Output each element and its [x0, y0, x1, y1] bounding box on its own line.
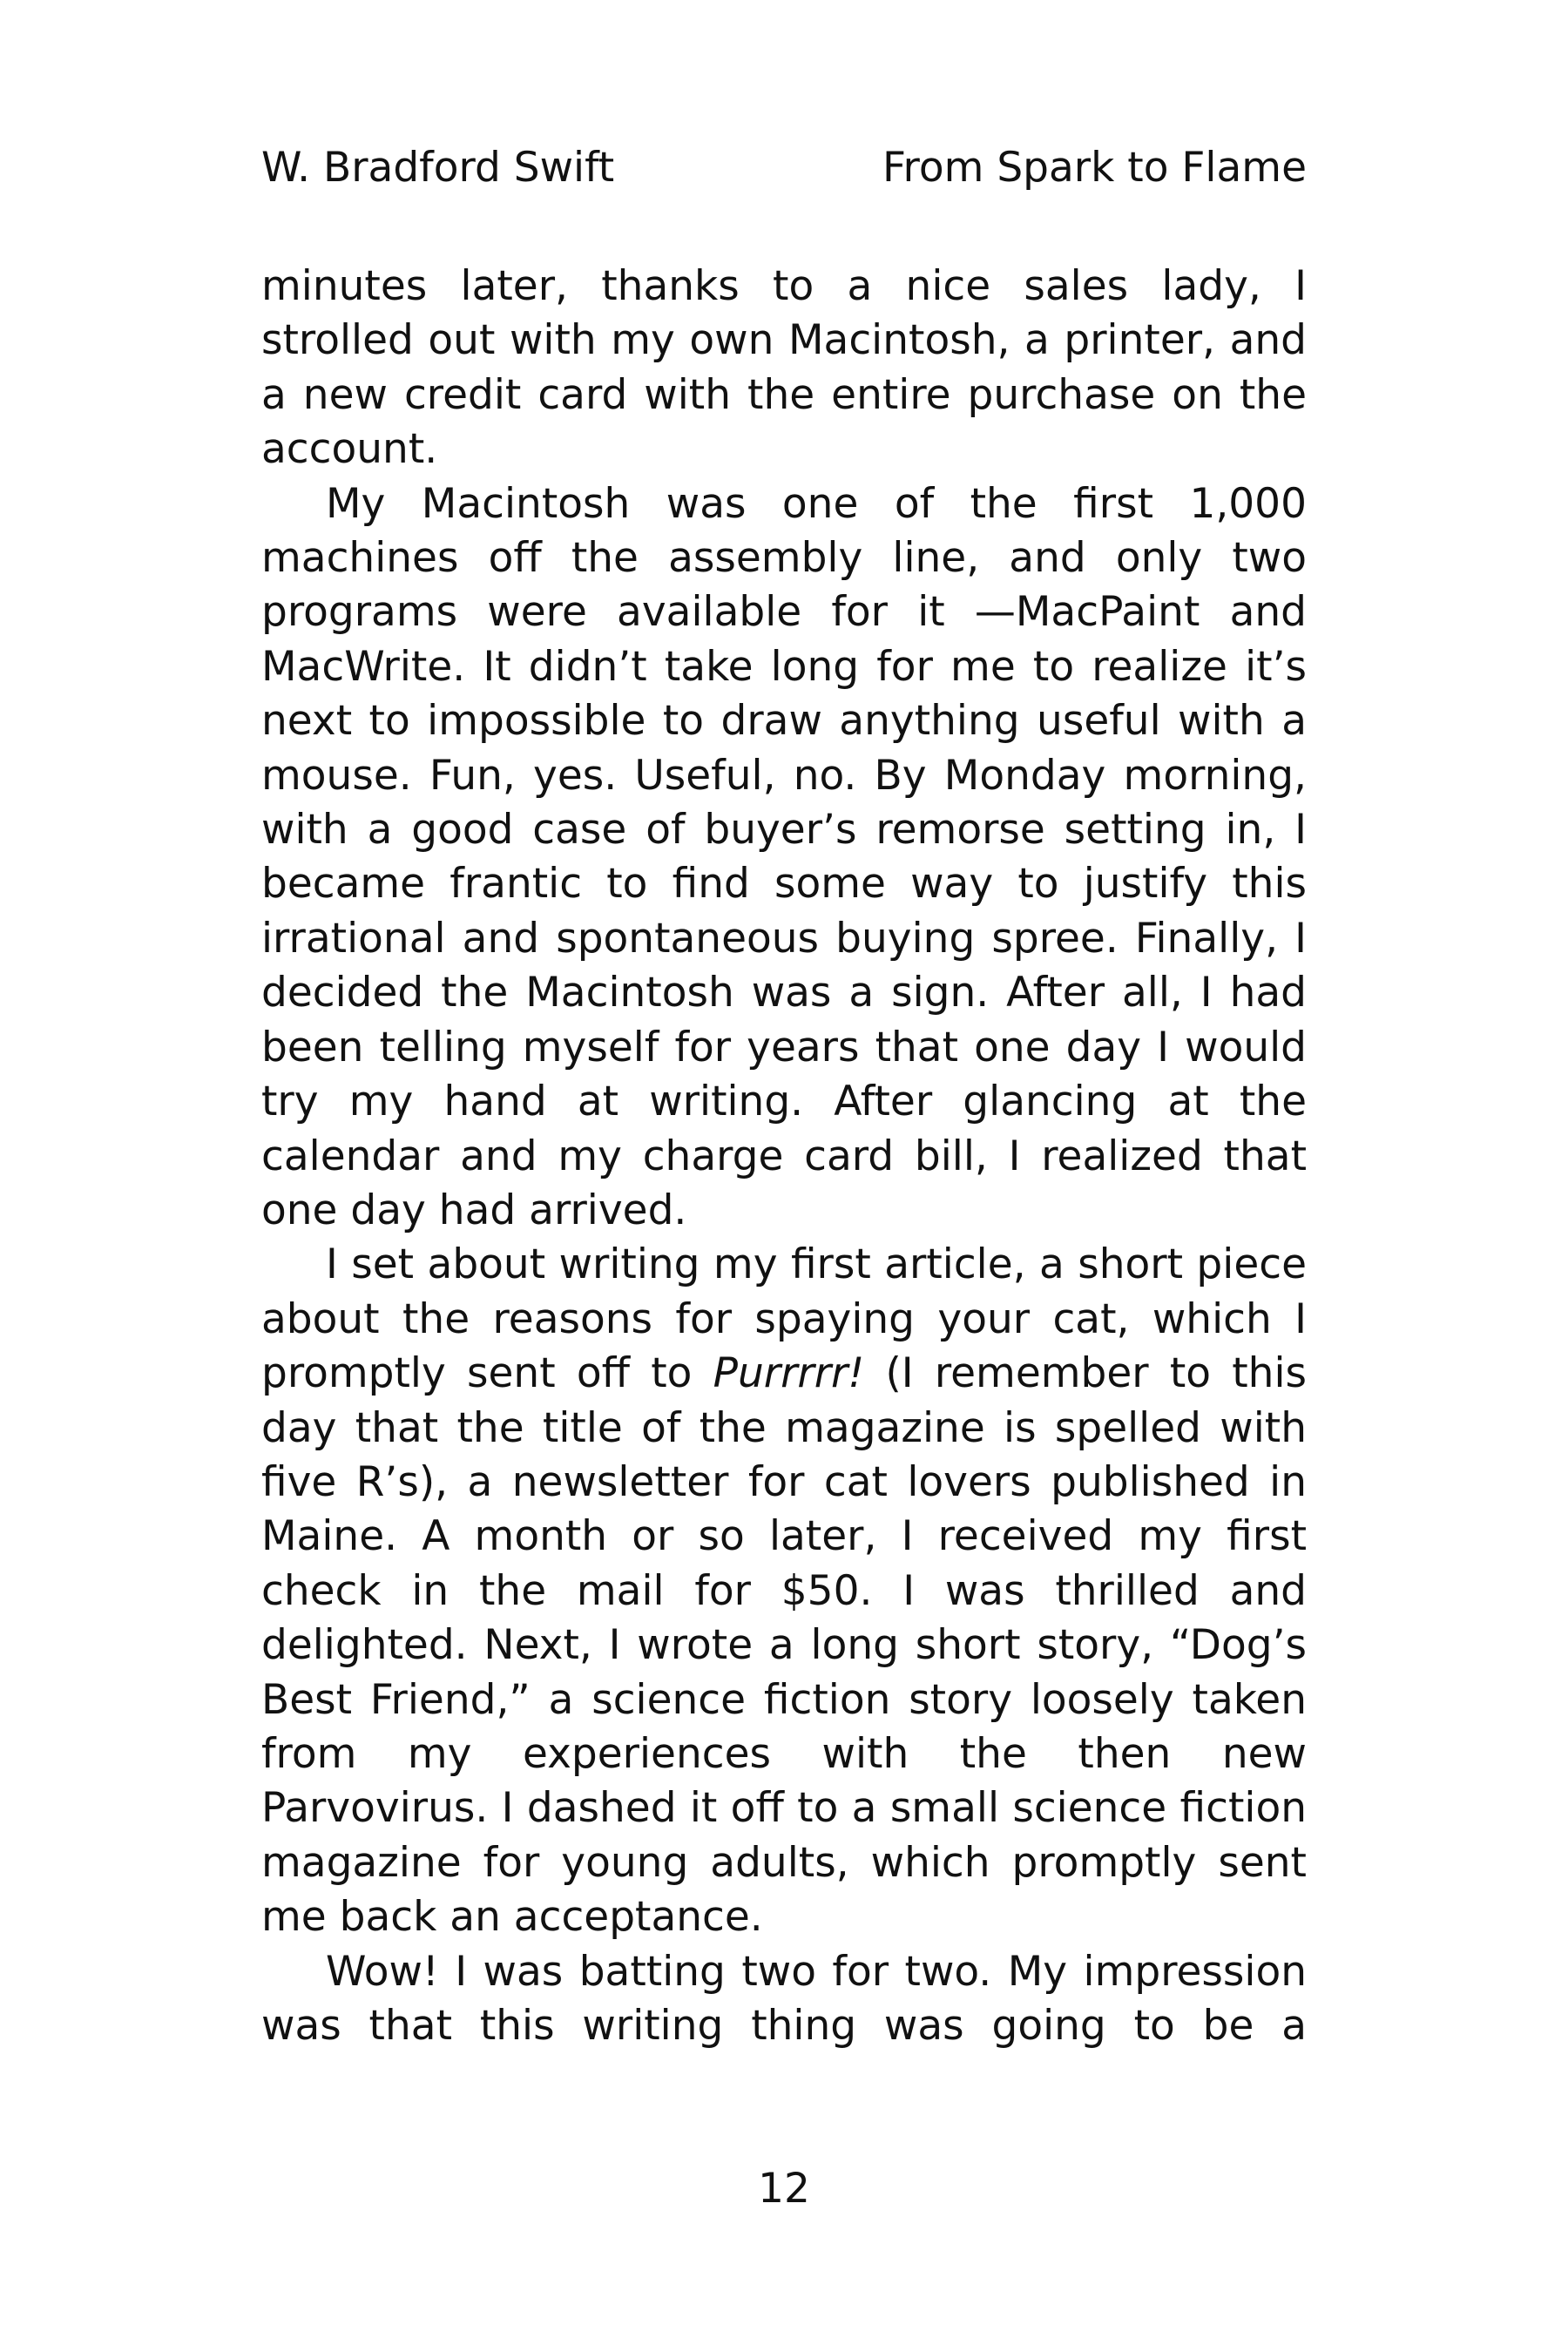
paragraph-batting: Wow! I was batting two for two. My impression was that this writing thing was going to be a: [261, 1947, 1307, 2050]
header-book-title: From Spark to Flame: [882, 144, 1307, 192]
running-header: [261, 138, 1307, 199]
paragraph-macintosh: My Macintosh was one of the first 1,000 machines off the assembly line, and only two programs were available for it —MacPaint and MacWrite. It didn’t take long for me to realize it’s next to impossible to draw anything useful with a mouse. Fun, yes. Useful, no. By Monday morning, with a good case of buyer’s remorse setting in, I became frantic to find some way to justify this irrational and spontaneous buying spree. Finally, I decided the Macintosh was a sign. After all, I had been telling myself for years that one day I would try my hand at writing. After glancing at the calendar and my charge card bill, I realized that one day had arrived.: [261, 479, 1307, 1234]
header-author: W. Bradford Swift: [261, 144, 615, 192]
page-number: 12: [758, 2165, 810, 2213]
paragraph-text: I set about writing my first article, a short piece about the reasons for spaying your cat, which I promptly sent off to: [261, 1240, 1307, 1398]
body-text: [261, 260, 1307, 2053]
paragraph-first-article: [261, 1238, 1307, 1944]
paragraph-continued: minutes later, thanks to a nice sales lady, I strolled out with my own Macintosh, a printer, and a new credit card with the entire purchase on the account.: [261, 262, 1307, 474]
paragraph-text: (I remember to this day that the title of the magazine is spelled with five R’s), a newsletter for cat lovers published in Maine. A month or so later, I received my first check in the mail for $50. I was thrilled and delighted. Next, I wrote a long short story, “Dog’s Best Friend,” a science fiction story loosely taken from my experiences with the then new Parvovirus. I dashed it off to a small science fiction magazine for young adults, which promptly sent me back an acceptance.: [261, 1349, 1308, 1942]
magazine-title: Purrrrr!: [713, 1349, 865, 1398]
